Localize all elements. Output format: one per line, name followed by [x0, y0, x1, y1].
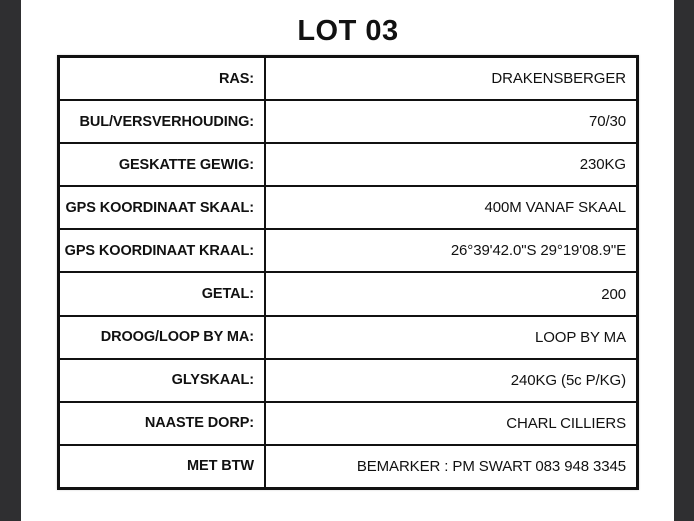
row-value: CHARL CILLIERS: [506, 414, 626, 432]
row-value: 70/30: [588, 113, 626, 131]
row-value: 26°39'42.0"S 29°19'08.9"E: [450, 242, 626, 260]
row-label: MET BTW: [60, 446, 266, 487]
table-row: [60, 101, 636, 144]
row-value: 400M VANAF SKAAL: [484, 199, 626, 217]
row-value: 230KG: [579, 156, 626, 174]
table-row: [60, 230, 636, 273]
row-label: GLYSKAAL:: [60, 360, 266, 401]
row-value: DRAKENSBERGER: [491, 70, 626, 88]
row-value: 240KG (5c P/KG): [510, 371, 626, 389]
row-value: LOOP BY MA: [535, 328, 626, 346]
row-label: GPS KOORDINAAT KRAAL:: [60, 230, 266, 271]
row-label: GPS KOORDINAAT SKAAL:: [60, 187, 266, 228]
row-label: GETAL:: [60, 273, 266, 314]
viewer-letterbox-left: [0, 0, 21, 521]
lot-info-table: [57, 55, 639, 490]
table-row: [60, 58, 636, 101]
table-row: [60, 273, 636, 316]
row-label: BUL/VERSVERHOUDING:: [60, 101, 266, 142]
viewer-letterbox-right: [674, 0, 694, 521]
table-row: [60, 317, 636, 360]
row-label: NAASTE DORP:: [60, 403, 266, 444]
row-label: RAS:: [60, 58, 266, 99]
row-label: DROOG/LOOP BY MA:: [60, 317, 266, 358]
row-value: BEMARKER : PM SWART 083 948 3345: [356, 457, 626, 475]
table-row: [60, 187, 636, 230]
table-row: [60, 360, 636, 403]
page-title: LOT 03: [297, 15, 399, 47]
table-row: [60, 446, 636, 487]
table-row: [60, 144, 636, 187]
row-label: GESKATTE GEWIG:: [60, 144, 266, 185]
table-row: [60, 403, 636, 446]
row-value: 200: [601, 285, 626, 303]
